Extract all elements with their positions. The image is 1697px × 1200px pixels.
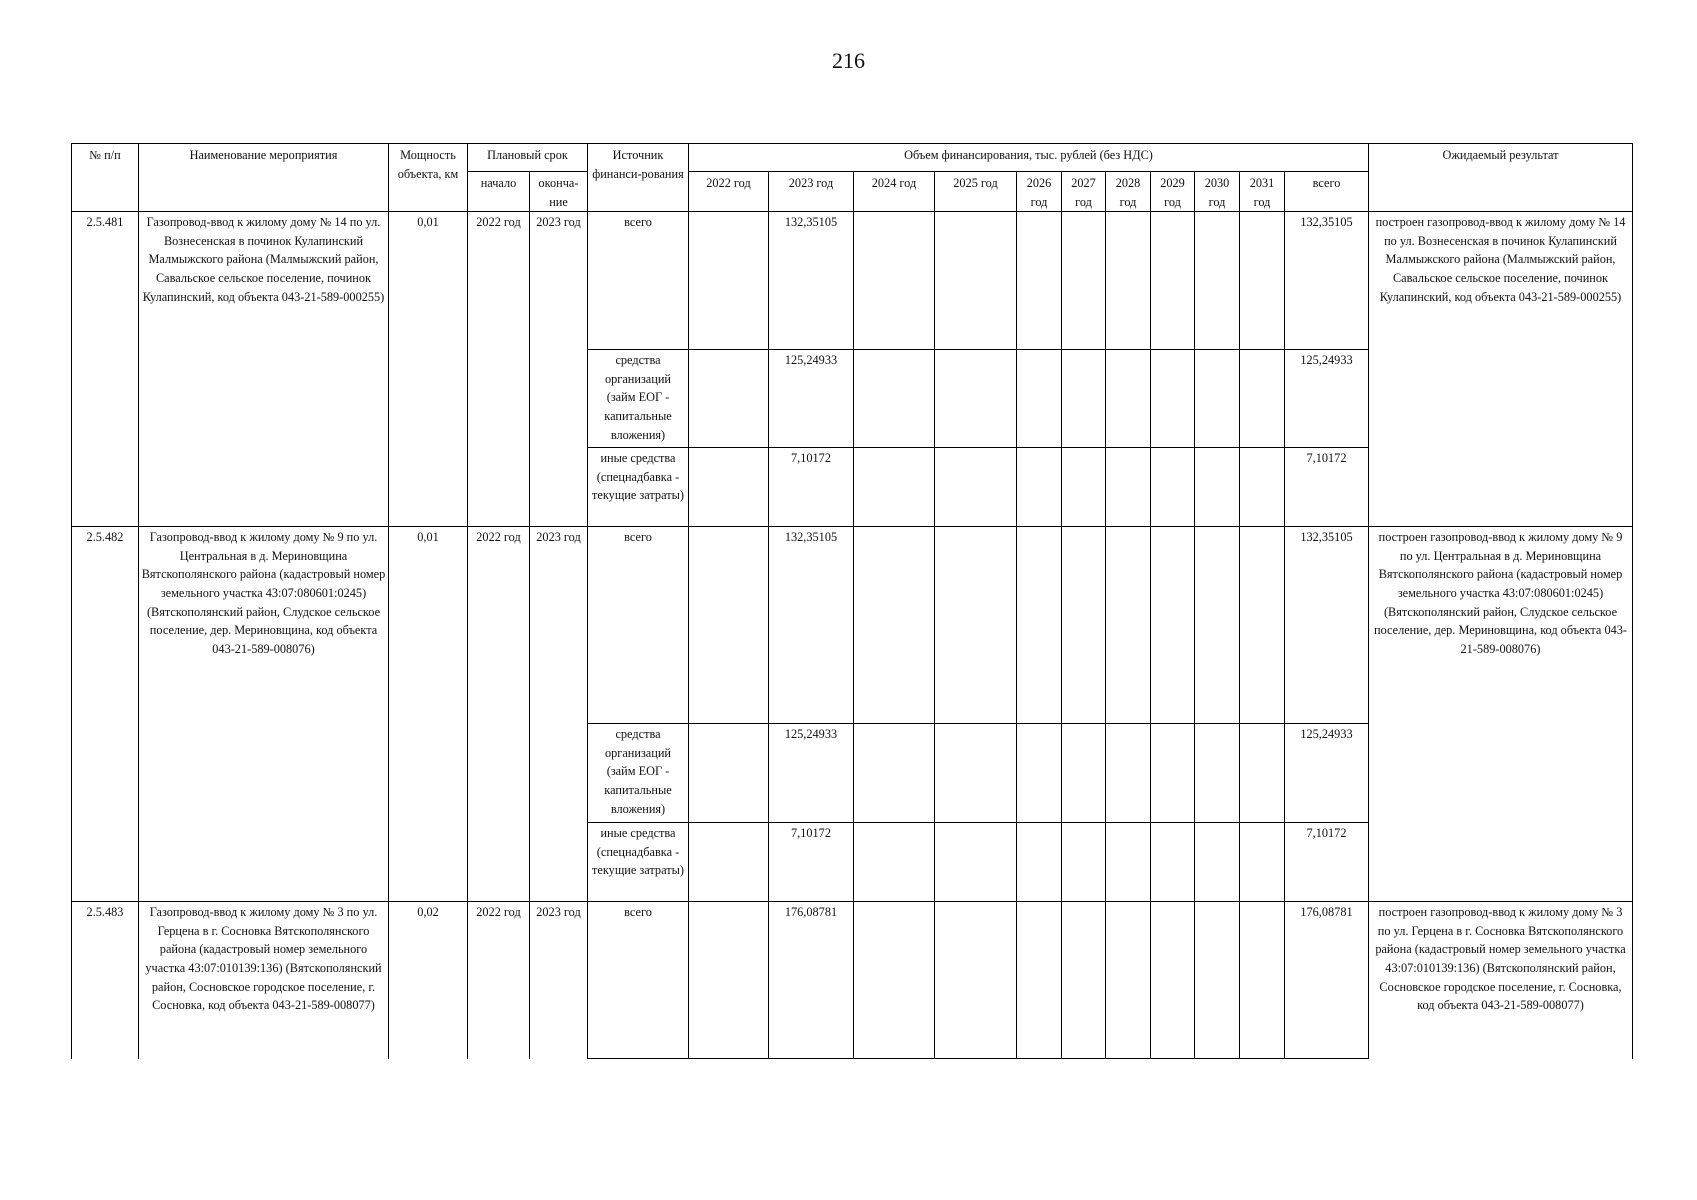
value-2023: 7,10172	[769, 823, 854, 902]
row-num: 2.5.481	[72, 212, 139, 527]
source-label: средства организаций (займ ЕОГ - капитальные вложения)	[588, 724, 689, 823]
header-year-2024: 2024 год	[854, 172, 935, 212]
header-year-2031: 2031 год	[1240, 172, 1285, 212]
value-total: 7,10172	[1285, 448, 1369, 527]
header-total: всего	[1285, 172, 1369, 212]
row-name: Газопровод-ввод к жилому дому № 3 по ул. Герцена в г. Сосновка Вятскополянского района (кадастровый номер земельного участка 43:07:010139:136) (Вятскополянский район, Сосновское городское поселение, г. Сосновка, код объекта 043-21-589-008077)	[139, 902, 389, 1059]
table-row	[72, 902, 1633, 1059]
header-year-2028: 2028 год	[1106, 172, 1151, 212]
row-end: 2023 год	[530, 902, 588, 1059]
source-label: средства организаций (займ ЕОГ - капитальные вложения)	[588, 350, 689, 448]
value-total: 125,24933	[1285, 724, 1369, 823]
row-result: построен газопровод-ввод к жилому дому № 14 по ул. Вознесенская в починок Кулапинский Малмыжского района (Малмыжский район, Савальское сельское поселение, починок Кулапинский, код объекта 043-21-589-000255)	[1369, 212, 1633, 527]
header-term: Плановый срок	[468, 144, 588, 172]
source-label: всего	[588, 212, 689, 350]
row-num: 2.5.482	[72, 527, 139, 902]
header-year-2025: 2025 год	[935, 172, 1017, 212]
table-row	[72, 527, 1633, 724]
row-end: 2023 год	[530, 212, 588, 527]
header-year-2023: 2023 год	[769, 172, 854, 212]
row-start: 2022 год	[468, 527, 530, 902]
value-2023: 132,35105	[769, 527, 854, 724]
funding-table	[71, 143, 1633, 1059]
row-capacity: 0,01	[389, 527, 468, 902]
value-total: 7,10172	[1285, 823, 1369, 902]
header-term-end: оконча-ние	[530, 172, 588, 212]
header-capacity: Мощность объекта, км	[389, 144, 468, 212]
source-label: иные средства (спецнадбавка - текущие затраты)	[588, 823, 689, 902]
header-year-2030: 2030 год	[1195, 172, 1240, 212]
row-start: 2022 год	[468, 902, 530, 1059]
source-label: всего	[588, 902, 689, 1059]
row-name: Газопровод-ввод к жилому дому № 14 по ул. Вознесенская в починок Кулапинский Малмыжского района (Малмыжский район, Савальское сельское поселение, починок Кулапинский, код объекта 043-21-589-000255)	[139, 212, 389, 527]
value-total: 125,24933	[1285, 350, 1369, 448]
header-name: Наименование мероприятия	[139, 144, 389, 212]
row-capacity: 0,01	[389, 212, 468, 527]
header-year-2026: 2026 год	[1017, 172, 1062, 212]
header-year-2022: 2022 год	[689, 172, 769, 212]
value-2023: 176,08781	[769, 902, 854, 1059]
value-total: 176,08781	[1285, 902, 1369, 1059]
page-number: 216	[832, 48, 865, 73]
header-term-start: начало	[468, 172, 530, 212]
header-source: Источник финанси-рования	[588, 144, 689, 212]
value-2023: 132,35105	[769, 212, 854, 350]
table-row	[72, 212, 1633, 350]
row-end: 2023 год	[530, 527, 588, 902]
value-total: 132,35105	[1285, 212, 1369, 350]
value-2023: 125,24933	[769, 350, 854, 448]
header-num: № п/п	[72, 144, 139, 212]
header-year-2029: 2029 год	[1151, 172, 1195, 212]
source-label: всего	[588, 527, 689, 724]
header-result: Ожидаемый результат	[1369, 144, 1633, 212]
row-start: 2022 год	[468, 212, 530, 527]
row-num: 2.5.483	[72, 902, 139, 1059]
value-2023: 7,10172	[769, 448, 854, 527]
header-year-2027: 2027 год	[1062, 172, 1106, 212]
source-label: иные средства (спецнадбавка - текущие затраты)	[588, 448, 689, 527]
row-result: построен газопровод-ввод к жилому дому № 3 по ул. Герцена в г. Сосновка Вятскополянского района (кадастровый номер земельного участка 43:07:010139:136) (Вятскополянский район, Сосновское городское поселение, г. Сосновка, код объекта 043-21-589-008077)	[1369, 902, 1633, 1059]
row-result: построен газопровод-ввод к жилому дому № 9 по ул. Центральная в д. Мериновщина Вятскополянского района (кадастровый номер земельного участка 43:07:080601:0245) (Вятскополянский район, Слудское сельское поселение, дер. Мериновщина, код объекта 043-21-589-008076)	[1369, 527, 1633, 902]
value-total: 132,35105	[1285, 527, 1369, 724]
row-capacity: 0,02	[389, 902, 468, 1059]
value-2023: 125,24933	[769, 724, 854, 823]
row-name: Газопровод-ввод к жилому дому № 9 по ул. Центральная в д. Мериновщина Вятскополянского района (кадастровый номер земельного участка 43:07:080601:0245) (Вятскополянский район, Слудское сельское поселение, дер. Мериновщина, код объекта 043-21-589-008076)	[139, 527, 389, 902]
header-funding: Объем финансирования, тыс. рублей (без НДС)	[689, 144, 1369, 172]
